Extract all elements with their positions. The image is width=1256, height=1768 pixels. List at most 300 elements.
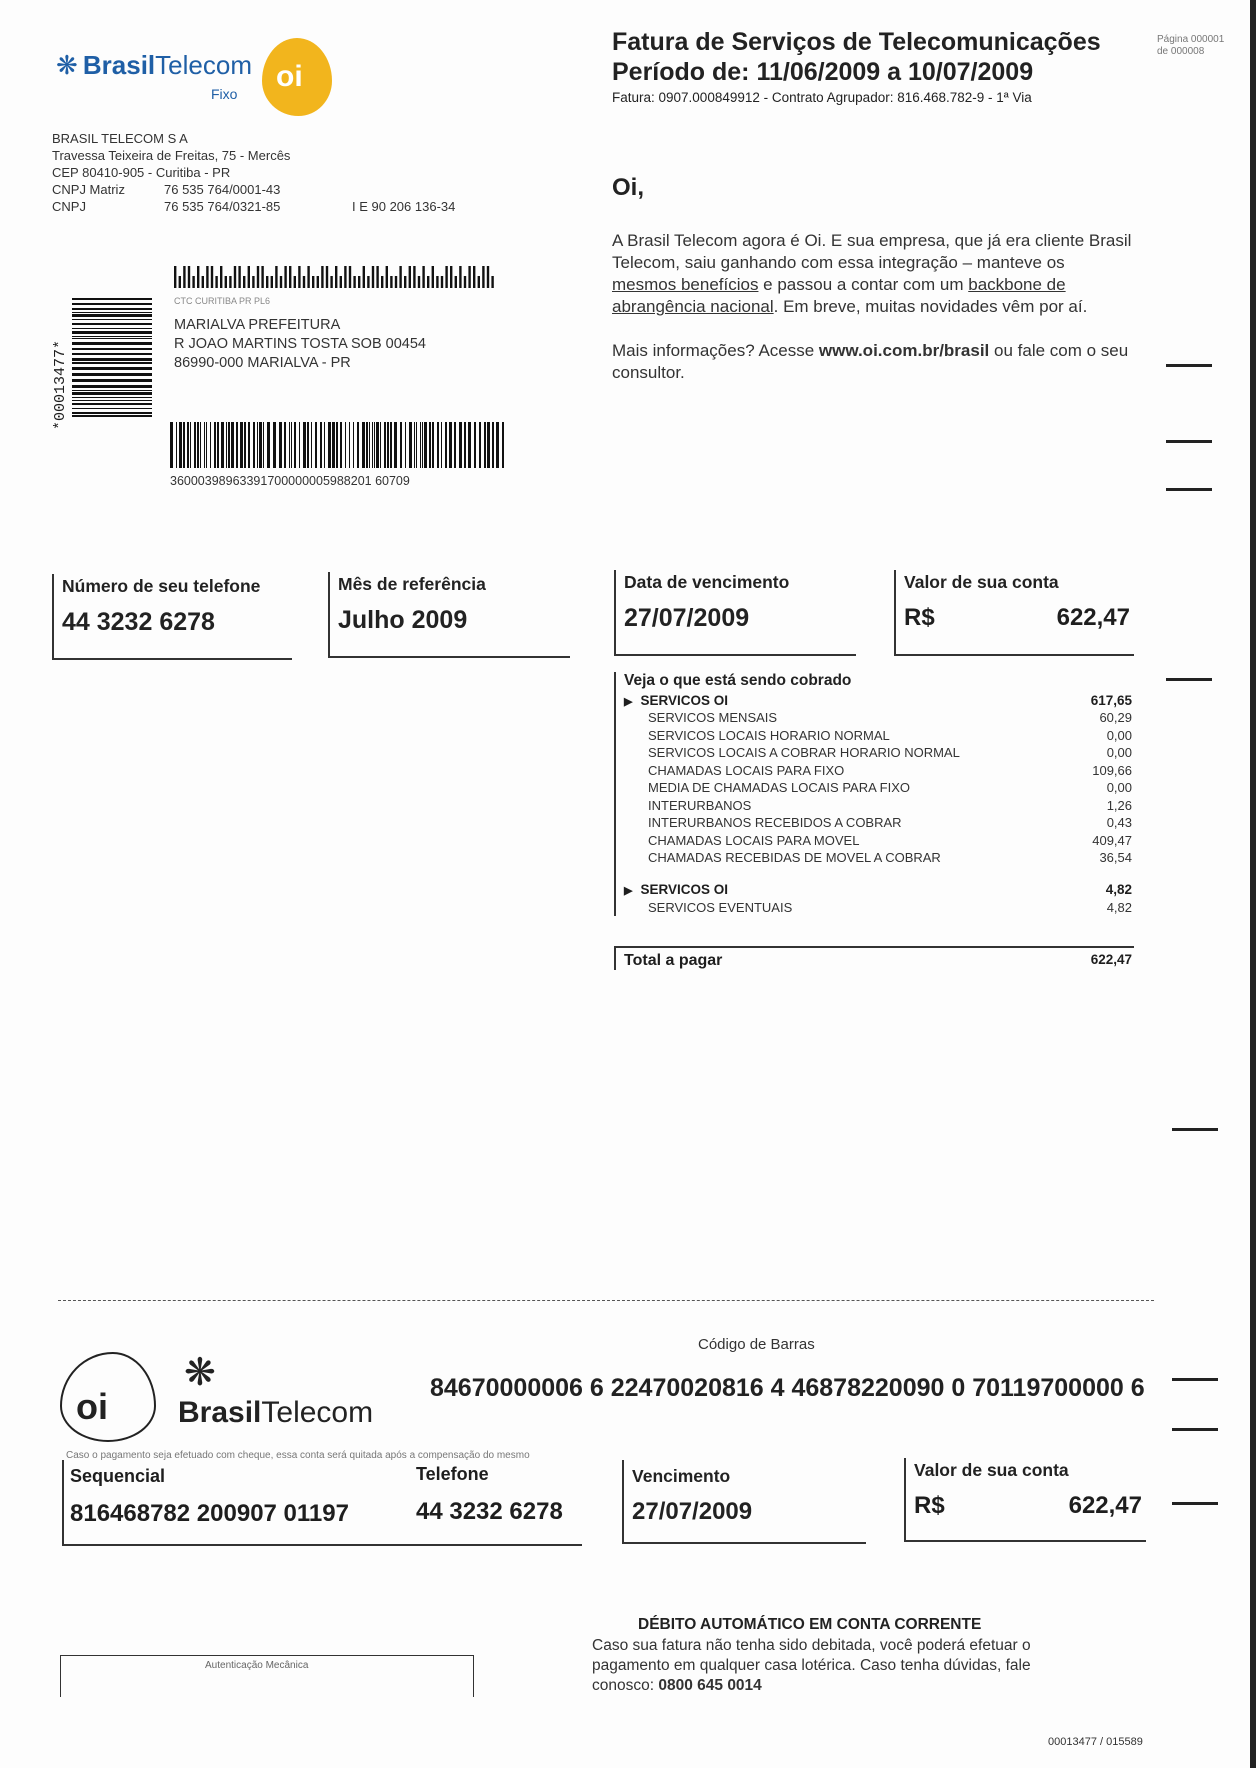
cnpj: 76 535 764/0321-85 <box>164 199 281 214</box>
postal-bar <box>404 276 406 288</box>
invoice-period: Período de: 11/06/2009 a 10/07/2009 <box>612 58 1034 86</box>
postal-bar <box>312 276 314 288</box>
barcode-digits: 84670000006 6 22470020816 4 46878220090 0 70119700000 6 <box>430 1374 1145 1402</box>
postal-bar <box>271 276 273 288</box>
charges-heading: Veja o que está sendo cobrado <box>624 672 852 689</box>
barcode-bar <box>204 422 205 468</box>
barcode-bar <box>273 422 276 468</box>
postal-bar <box>206 266 208 288</box>
charge-group-total: 4,82 <box>1105 882 1132 897</box>
company-info <box>52 130 455 215</box>
postal-bar <box>234 266 236 288</box>
charge-item-amount: 0,00 <box>1106 780 1132 796</box>
barcode-bar <box>263 422 264 468</box>
barcode-bar <box>353 422 354 468</box>
cnpj-label: CNPJ <box>52 199 86 214</box>
barcode-label: Código de Barras <box>698 1336 815 1353</box>
total-row <box>614 946 1134 970</box>
brasil-telecom-symbol-icon: ❋ <box>184 1350 216 1394</box>
phone-box <box>52 574 292 660</box>
slip-brand <box>178 1396 373 1430</box>
barcode-bar <box>449 422 452 468</box>
barcode-bar <box>267 422 270 468</box>
charge-item-row <box>624 832 1134 850</box>
barcode-bar <box>454 422 456 468</box>
postal-bar <box>261 266 263 288</box>
barcode-bar <box>502 422 504 468</box>
barcode-bar <box>72 403 152 405</box>
barcode-bar <box>72 392 152 395</box>
charge-item-name: CHAMADAS RECEBIDAS DE MOVEL A COBRAR <box>648 850 941 866</box>
ctc-label: CTC CURITIBA PR PL6 <box>174 296 271 306</box>
slip-due-value: 27/07/2009 <box>632 1498 753 1525</box>
charge-item-name: INTERURBANOS <box>648 797 752 813</box>
slip-phone-value: 44 3232 6278 <box>416 1498 563 1525</box>
barcode-bar <box>179 422 182 468</box>
barcode-bar <box>259 422 262 468</box>
barcode-bar <box>303 422 306 468</box>
postal-bar <box>284 266 286 288</box>
postal-bar <box>317 276 319 288</box>
postal-bar <box>432 266 434 288</box>
charge-item-amount: 60,29 <box>1099 710 1132 726</box>
barcode-bar <box>72 415 152 417</box>
barcode-bar <box>464 422 466 468</box>
barcode-bar <box>315 422 317 468</box>
postal-bar <box>455 276 457 288</box>
postal-bar <box>197 266 199 288</box>
barcode-bar <box>176 422 177 468</box>
charge-item-row <box>624 849 1134 867</box>
margin-mark <box>1172 1378 1218 1381</box>
charge-item-amount: 109,66 <box>1092 762 1132 778</box>
postal-bar <box>340 276 342 288</box>
month-label: Mês de referência <box>338 574 486 594</box>
postal-bar <box>459 266 461 288</box>
barcode-bar <box>437 422 439 468</box>
auth-label: Autenticação Mecânica <box>205 1660 309 1671</box>
margin-mark <box>1166 440 1212 443</box>
cnpj-matriz: 76 535 764/0001-43 <box>164 182 281 197</box>
value-box <box>894 570 1134 656</box>
address-barcode-number: 36000398963391700000005988201 60709 <box>170 474 410 488</box>
postal-bar <box>413 266 415 288</box>
postal-bar <box>229 276 231 288</box>
barcode-bar <box>349 422 350 468</box>
address-line-3: 86990-000 MARIALVA - PR <box>174 355 351 371</box>
charges-table <box>614 672 1134 916</box>
greeting: Oi, <box>612 174 645 201</box>
postal-bar <box>280 276 282 288</box>
message-paragraph-2 <box>612 340 1132 384</box>
barcode-bar <box>492 422 494 468</box>
charge-item-amount: 409,47 <box>1092 832 1132 848</box>
barcode-bar <box>487 422 490 468</box>
barcode-bar <box>72 336 152 337</box>
postal-bar <box>225 276 227 288</box>
msg-underline-backbone: backbone de abrangência nacional <box>612 275 1066 316</box>
cheque-note: Caso o pagamento seja efetuado com cheque, essa conta será quitada após a compensação do mesmo <box>66 1450 530 1461</box>
due-label: Data de vencimento <box>624 572 790 592</box>
barcode-bar <box>72 400 152 401</box>
barcode-bar <box>320 422 322 468</box>
barcode-bar <box>390 422 392 468</box>
barcode-bar <box>187 422 189 468</box>
barcode-bar <box>257 422 258 468</box>
barcode-bar <box>366 422 368 468</box>
barcode-bar <box>194 422 196 468</box>
slip-brand-bold: Brasil <box>178 1396 262 1429</box>
barcode-bar <box>294 422 296 468</box>
charge-item-name: CHAMADAS LOCAIS PARA FIXO <box>648 762 845 778</box>
barcode-bar <box>72 303 152 305</box>
oi-slip-text: oi <box>76 1386 108 1427</box>
msg-text: Mais informações? Acesse <box>612 341 819 360</box>
postal-bar <box>491 276 493 288</box>
barcode-bar <box>405 422 406 468</box>
postal-bar <box>238 266 240 288</box>
company-name: BRASIL TELECOM S A <box>52 131 188 146</box>
postal-bar <box>445 266 447 288</box>
charge-item-row <box>624 797 1134 815</box>
margin-mark <box>1166 364 1212 367</box>
charge-item-amount: 0,43 <box>1106 815 1132 831</box>
brand-bold: Brasil <box>82 50 156 80</box>
postal-bar <box>192 276 194 288</box>
barcode-bar <box>432 422 434 468</box>
brasil-telecom-symbol-icon: ❋ <box>56 51 78 81</box>
barcode-bar <box>72 408 152 409</box>
barcode-bar <box>409 422 412 468</box>
charge-item-row <box>624 727 1134 745</box>
barcode-bar <box>253 422 255 468</box>
barcode-bar <box>468 422 471 468</box>
postal-bar <box>409 266 411 288</box>
charge-item-row <box>624 762 1134 780</box>
postal-bar <box>468 266 470 288</box>
postal-bar <box>418 276 420 288</box>
barcode-bar <box>357 422 359 468</box>
postal-bar <box>307 266 309 288</box>
msg-underline-benefits: mesmos benefícios <box>612 275 759 294</box>
barcode-bar <box>72 338 152 339</box>
margin-mark <box>1166 678 1212 681</box>
barcode-bar <box>72 362 152 364</box>
charge-item-name: SERVICOS EVENTUAIS <box>648 899 793 915</box>
slip-brand-regular: Telecom <box>261 1396 374 1429</box>
brand-regular: Telecom <box>155 50 252 80</box>
barcode-bar <box>376 422 379 468</box>
ie: I E 90 206 136-34 <box>352 199 456 214</box>
barcode-bar <box>311 422 312 468</box>
barcode-bar <box>72 323 152 325</box>
postal-bar <box>376 266 378 288</box>
postal-bar <box>450 266 452 288</box>
barcode-bar <box>459 422 462 468</box>
barcode-bar <box>384 422 386 468</box>
barcode-bar <box>226 422 227 468</box>
margin-mark <box>1172 1502 1218 1505</box>
postal-bar <box>294 276 296 288</box>
postal-bar <box>298 266 300 288</box>
postal-bar <box>215 276 217 288</box>
oi-logo <box>262 38 332 116</box>
postal-bar <box>335 266 337 288</box>
debito-phone: 0800 645 0014 <box>658 1677 762 1694</box>
barcode-bar <box>474 422 476 468</box>
postal-bar <box>188 266 190 288</box>
barcode-bar <box>240 422 243 468</box>
barcode-bar <box>170 422 173 468</box>
barcode-bar <box>214 422 216 468</box>
barcode-bar <box>445 422 447 468</box>
barcode-bar <box>414 422 415 468</box>
slip-due-box <box>622 1460 866 1544</box>
barcode-bar <box>299 422 300 468</box>
margin-mark <box>1172 1128 1218 1131</box>
phone-label: Número de seu telefone <box>62 576 261 596</box>
charge-item-row <box>624 814 1134 832</box>
charge-item-row <box>624 779 1134 797</box>
charge-item-row <box>624 899 1134 917</box>
msg-text: . Em breve, muitas novidades vêm por aí. <box>773 297 1088 316</box>
charge-group-row <box>624 881 1134 899</box>
postal-bar <box>202 276 204 288</box>
invoice-title: Fatura de Serviços de Telecomunicações <box>612 28 1101 56</box>
barcode-bar <box>72 312 152 313</box>
barcode-bar <box>236 422 238 468</box>
charge-item-name: SERVICOS LOCAIS HORARIO NORMAL <box>648 727 890 743</box>
charge-group-name: ▶ SERVICOS OI <box>624 882 728 897</box>
charge-item-row <box>624 709 1134 727</box>
postal-bar <box>321 266 323 288</box>
oi-logo-text: oi <box>276 60 303 93</box>
barcode-bar <box>72 412 152 414</box>
invoice-reference: Fatura: 0907.000849912 - Contrato Agrupador: 816.468.782-9 - 1ª Via <box>612 90 1032 105</box>
barcode-bar <box>416 422 417 468</box>
footer-code: 00013477 / 015589 <box>1048 1736 1143 1748</box>
month-value: Julho 2009 <box>338 606 468 634</box>
charge-item-name: INTERURBANOS RECEBIDOS A COBRAR <box>648 815 902 831</box>
slip-value-label: Valor de sua conta <box>914 1460 1069 1480</box>
barcode-bar <box>372 422 373 468</box>
postal-bar <box>386 266 388 288</box>
value-currency: R$ <box>904 604 935 631</box>
postal-bar <box>353 276 355 288</box>
charge-item-amount: 0,00 <box>1106 727 1132 743</box>
barcode-bar <box>72 390 152 391</box>
postal-bar <box>436 276 438 288</box>
charge-item-name: SERVICOS MENSAIS <box>648 710 778 726</box>
debito-body: Caso sua fatura não tenha sido debitada, você poderá efetuar o pagamento em qualquer casa lotérica. Caso tenha dúvidas, fale conosco: <box>592 1637 1031 1694</box>
msg-text: e passou a contar com um <box>758 275 969 294</box>
barcode-bar <box>72 397 152 398</box>
barcode-bar <box>210 422 211 468</box>
barcode-bar <box>424 422 427 468</box>
barcode-bar <box>72 348 152 350</box>
barcode-bar <box>72 379 152 382</box>
barcode-bar <box>441 422 442 468</box>
postal-bar <box>326 266 328 288</box>
seq-value: 816468782 200907 01197 <box>70 1500 349 1527</box>
charge-group-row <box>624 691 1134 709</box>
brand-sub: Fixo <box>211 86 238 102</box>
barcode-bar <box>221 422 224 468</box>
barcode-bar <box>183 422 185 468</box>
barcode-bar <box>479 422 481 468</box>
vertical-code: *00013477* <box>52 339 69 430</box>
postal-bar <box>422 266 424 288</box>
company-cep: CEP 80410-905 - Curitiba - PR <box>52 165 231 180</box>
barcode-bar <box>387 422 389 468</box>
barcode-bar <box>72 331 152 334</box>
barcode-bar <box>332 422 335 468</box>
barcode-bar <box>206 422 207 468</box>
barcode-bar <box>72 373 152 376</box>
postal-bar <box>248 266 250 288</box>
charge-item-amount: 36,54 <box>1099 850 1132 866</box>
postal-bar <box>179 276 181 288</box>
due-box <box>614 570 856 656</box>
postal-bar <box>427 276 429 288</box>
barcode-bar <box>197 422 199 468</box>
cnpj-matriz-label: CNPJ Matriz <box>52 182 125 197</box>
postal-bar <box>464 276 466 288</box>
slip-value-box <box>904 1458 1146 1542</box>
value-label: Valor de sua conta <box>904 572 1059 592</box>
total-label: Total a pagar <box>624 952 723 969</box>
postal-bar <box>390 276 392 288</box>
barcode-bar <box>420 422 421 468</box>
charge-item-name: SERVICOS LOCAIS A COBRAR HORARIO NORMAL <box>648 745 960 761</box>
margin-mark <box>1166 488 1212 491</box>
postal-bar <box>358 276 360 288</box>
postal-bar <box>473 266 475 288</box>
barcode-bar <box>72 385 152 388</box>
barcode-bar <box>336 422 338 468</box>
charge-item-amount: 0,00 <box>1106 745 1132 761</box>
barcode-bar <box>217 422 219 468</box>
postal-bar <box>266 276 268 288</box>
barcode-bar <box>72 353 152 355</box>
barcode-bar <box>231 422 234 468</box>
debito-title: DÉBITO AUTOMÁTICO EM CONTA CORRENTE <box>638 1616 982 1633</box>
slip-due-label: Vencimento <box>632 1466 731 1486</box>
barcode-bar <box>496 422 499 468</box>
barcode-bar <box>190 422 191 468</box>
barcode-bar <box>289 422 290 468</box>
barcode-bar <box>429 422 431 468</box>
sequence-box <box>62 1460 582 1546</box>
barcode-bar <box>228 422 230 468</box>
barcode-bar <box>380 422 381 468</box>
barcode-bar <box>369 422 370 468</box>
slip-phone-label: Telefone <box>416 1464 489 1484</box>
postal-barcode <box>174 264 504 290</box>
postal-bar <box>275 266 277 288</box>
postal-bar <box>289 266 291 288</box>
postal-bar <box>487 266 489 288</box>
charge-item-amount: 1,26 <box>1106 797 1132 813</box>
barcode-bar <box>244 422 246 468</box>
barcode-bar <box>72 342 152 345</box>
postal-bar <box>257 266 259 288</box>
address-line-1: MARIALVA PREFEITURA <box>174 317 341 333</box>
charge-item-amount: 4,82 <box>1106 899 1132 915</box>
charge-group-name: ▶ SERVICOS OI <box>624 693 728 708</box>
address-barcode <box>170 422 506 468</box>
barcode-bar <box>345 422 346 468</box>
phone-value: 44 3232 6278 <box>62 608 215 636</box>
barcode-bar <box>248 422 250 468</box>
slip-value-amount: 622,47 <box>1068 1492 1142 1519</box>
postal-bar <box>363 266 365 288</box>
barcode-bar <box>324 422 325 468</box>
barcode-bar <box>200 422 201 468</box>
postal-bar <box>252 276 254 288</box>
postal-bar <box>183 266 185 288</box>
postal-bar <box>399 266 401 288</box>
barcode-bar <box>72 319 152 320</box>
oi-logo-outline <box>60 1352 156 1442</box>
postal-bar <box>344 266 346 288</box>
msg-text: ou fale com o seu consultor. <box>612 341 1129 382</box>
website-link[interactable]: www.oi.com.br/brasil <box>818 341 990 360</box>
address-line-2: R JOAO MARTINS TOSTA SOB 00454 <box>174 336 426 352</box>
barcode-bar <box>307 422 309 468</box>
barcode-bar <box>340 422 342 468</box>
slip-currency: R$ <box>914 1492 945 1519</box>
postal-bar <box>381 276 383 288</box>
company-address: Travessa Teixeira de Freitas, 75 - Mercês <box>52 148 291 163</box>
postal-bar <box>303 276 305 288</box>
msg-text: A Brasil Telecom agora é Oi. E sua empresa, que já era cliente Brasil Telecom, saiu ganhando com essa integração – manteve os <box>612 231 1132 272</box>
barcode-bar <box>284 422 286 468</box>
postal-bar <box>478 276 480 288</box>
postal-bar <box>395 276 397 288</box>
barcode-bar <box>291 422 292 468</box>
postal-bar <box>482 266 484 288</box>
barcode-bar <box>362 422 365 468</box>
debito-text <box>592 1636 1052 1696</box>
message-paragraph-1 <box>612 230 1132 318</box>
barcode-bar <box>72 328 152 329</box>
charge-item-name: MEDIA DE CHAMADAS LOCAIS PARA FIXO <box>648 780 910 796</box>
postal-bar <box>174 266 176 288</box>
vertical-barcode <box>72 298 152 420</box>
seq-label: Sequencial <box>70 1466 166 1486</box>
scan-edge <box>1250 0 1256 1768</box>
page-number: Página 000001 de 000008 <box>1157 34 1225 57</box>
barcode-bar <box>72 358 152 361</box>
brasil-telecom-logo <box>56 50 252 102</box>
auth-box <box>60 1655 474 1697</box>
postal-bar <box>441 276 443 288</box>
barcode-bar <box>374 422 375 468</box>
postal-bar <box>211 266 213 288</box>
barcode-bar <box>72 367 152 370</box>
charge-item-row <box>624 744 1134 762</box>
barcode-bar <box>72 298 152 300</box>
due-value: 27/07/2009 <box>624 604 750 632</box>
margin-mark <box>1172 1428 1218 1431</box>
postal-bar <box>243 276 245 288</box>
barcode-bar <box>328 422 331 468</box>
barcode-bar <box>279 422 282 468</box>
barcode-bar <box>394 422 397 468</box>
charge-item-name: CHAMADAS LOCAIS PARA MOVEL <box>648 832 860 848</box>
group-gap <box>624 867 1134 881</box>
